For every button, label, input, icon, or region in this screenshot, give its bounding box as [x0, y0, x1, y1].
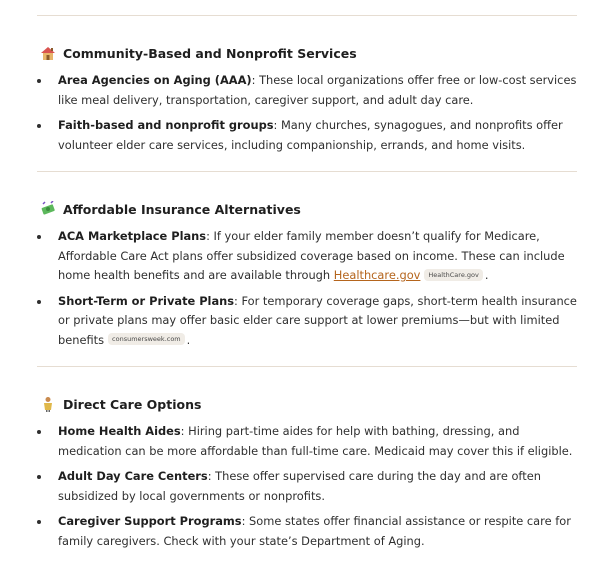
item-term: Faith-based and nonprofit groups — [58, 118, 274, 132]
money-icon — [39, 200, 57, 218]
item-text: : If your elder family member doesn’t qualify for Medicare, Affordable Care Act plans offer subsidized coverage based on income. These can include home health benefits and are available through — [58, 229, 565, 282]
section-direct-care — [37, 367, 577, 551]
item-text: : Some states offer financial assistance or respite care for family caregivers. Check with your state’s Department of Aging. — [58, 514, 571, 548]
caregiver-icon — [39, 395, 57, 413]
section-title: Affordable Insurance Alternatives — [63, 201, 301, 217]
item-term: Short-Term or Private Plans — [58, 293, 235, 308]
section-heading — [39, 199, 577, 219]
list-item — [37, 512, 577, 551]
section-heading — [39, 394, 577, 414]
item-text-after: . — [186, 332, 191, 347]
item-text: : Hiring part-time aides for help with bathing, dressing, and medication can be more affordable than full-time care. Medicaid may cover this if eligible. — [58, 424, 573, 458]
bullet-list — [37, 71, 577, 155]
bullet-list — [37, 227, 577, 350]
section-heading — [39, 43, 577, 63]
list-item — [37, 227, 577, 286]
item-text-after: . — [484, 268, 489, 282]
section-insurance — [37, 172, 577, 350]
list-item — [37, 292, 577, 351]
list-item — [37, 467, 577, 506]
section-title: Community-Based and Nonprofit Services — [63, 45, 357, 61]
item-term: ACA Marketplace Plans — [58, 229, 207, 243]
house-icon — [39, 44, 57, 62]
section-title: Direct Care Options — [63, 396, 202, 412]
section-community — [37, 16, 577, 155]
item-term: Area Agencies on Aging (AAA) — [58, 73, 252, 87]
item-text: : These local organizations offer free or low-cost services like meal delivery, transportation, caregiver support, and adult day care. — [58, 73, 577, 107]
list-item — [37, 422, 577, 461]
source-chip[interactable]: HealthCare.gov — [424, 269, 482, 281]
item-term: Home Health Aides — [58, 424, 181, 438]
item-term: Adult Day Care Centers — [58, 469, 208, 483]
item-text: : These offer supervised care during the day and are often subsidized by local governments or nonprofits. — [58, 469, 541, 503]
list-item — [37, 116, 577, 155]
item-term: Caregiver Support Programs — [58, 514, 242, 528]
list-item — [37, 71, 577, 110]
item-text: : For temporary coverage gaps, short-term health insurance or private plans may offer basic elder care support at lower premiums—but with limited benefits — [58, 293, 577, 347]
healthcare-link[interactable]: Healthcare.gov — [333, 268, 421, 282]
source-chip[interactable]: consumersweek.com — [108, 333, 185, 345]
bullet-list — [37, 422, 577, 551]
item-text: : Many churches, synagogues, and nonprofits offer volunteer elder care services, including companionship, errands, and home visits. — [58, 118, 563, 152]
content-page — [37, 0, 577, 557]
